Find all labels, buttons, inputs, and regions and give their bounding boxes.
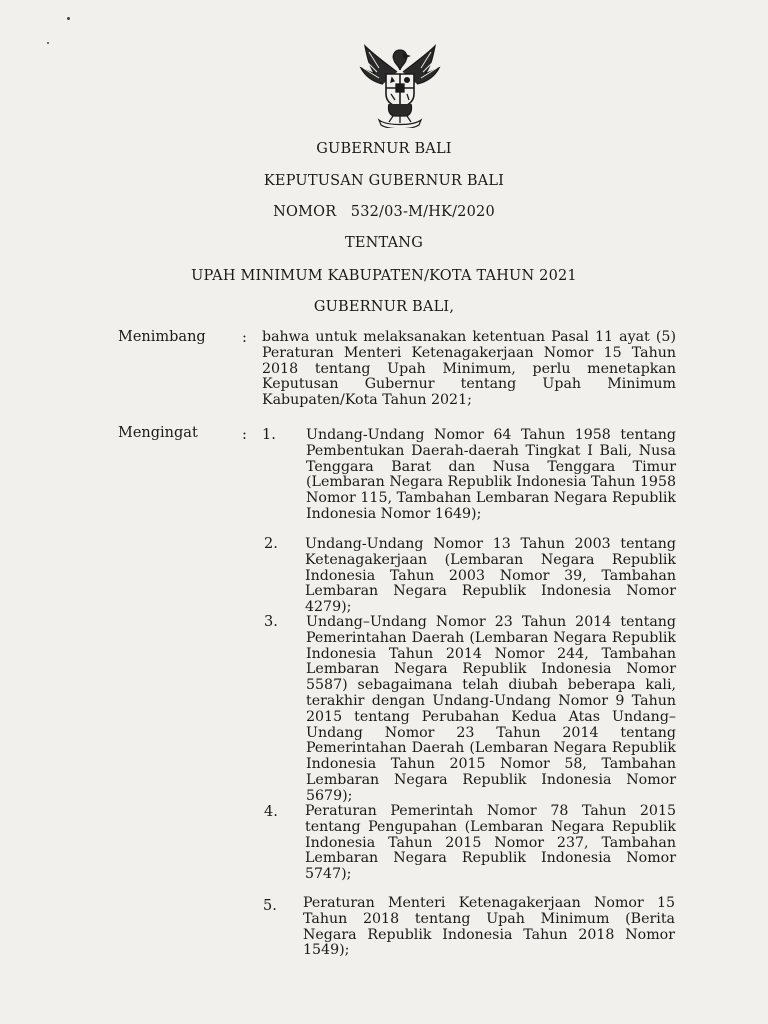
- menimbang-label: Menimbang: [118, 329, 206, 345]
- consideration-number: 5.: [263, 898, 277, 914]
- consideration-number: 1.: [262, 427, 276, 443]
- document-type: KEPUTUSAN GUBERNUR BALI: [263, 173, 505, 189]
- document-number: NOMOR 532/03-M/HK/2020: [273, 204, 495, 220]
- institution-title: GUBERNUR BALI: [316, 141, 452, 157]
- scan-speck: [67, 17, 70, 20]
- issuer-heading: GUBERNUR BALI,: [313, 299, 455, 315]
- menimbang-text: bahwa untuk melaksanakan ketentuan Pasal 11 ayat (5) Peraturan Menteri Ketenagakerjaan Nomor 15 Tahun 2018 tentang Upah Minimum, perlu menetapkan Keputusan Gubernur tentang Upah Minimum Kabupaten/Kota Tahun 2021;: [262, 329, 676, 409]
- consideration-text: Peraturan Menteri Ketenagakerjaan Nomor 15 Tahun 2018 tentang Upah Minimum (Berita Negara Republik Indonesia Tahun 2018 Nomor 1549);: [303, 895, 675, 959]
- consideration-number: 3.: [264, 614, 278, 630]
- consideration-text: Peraturan Pemerintah Nomor 78 Tahun 2015 tentang Pengupahan (Lembaran Negara Republik Indonesia Tahun 2015 Nomor 237, Tambahan Lembaran Negara Republik Indonesia Nomor 5747);: [305, 803, 676, 883]
- menimbang-colon: :: [242, 330, 247, 346]
- mengingat-label: Mengingat: [118, 425, 198, 441]
- consideration-text: Undang-Undang Nomor 64 Tahun 1958 tentang Pembentukan Daerah-daerah Tingkat I Bali, Nusa Tenggara Barat dan Nusa Tenggara Timur (Lembaran Negara Republik Indonesia Tahun 1958 Nomor 115, Tambahan Lembaran Negara Republik Indonesia Nomor 1649);: [306, 427, 676, 522]
- mengingat-colon: :: [242, 427, 247, 443]
- consideration-text: Undang–Undang Nomor 23 Tahun 2014 tentang Pemerintahan Daerah (Lembaran Negara Republik Indonesia Tahun 2014 Nomor 244, Tambahan Lembaran Negara Republik Indonesia Nomor 5587) sebagaimana telah diubah beberapa kali, terakhir dengan Undang-Undang Nomor 9 Tahun 2015 tentang Perubahan Kedua Atas Undang–Undang Nomor 23 Tahun 2014 tentang Pemerintahan Daerah (Lembaran Negara Republik Indonesia Tahun 2015 Nomor 58, Tambahan Lembaran Negara Republik Indonesia Nomor 5679);: [306, 614, 676, 804]
- consideration-number: 4.: [264, 804, 278, 820]
- about-heading: TENTANG: [345, 235, 423, 251]
- scan-speck: [47, 42, 49, 44]
- garuda-emblem-icon: [357, 42, 443, 128]
- decision-subject: UPAH MINIMUM KABUPATEN/KOTA TAHUN 2021: [191, 268, 577, 284]
- consideration-text: Undang-Undang Nomor 13 Tahun 2003 tentang Ketenagakerjaan (Lembaran Negara Republik Indonesia Tahun 2003 Nomor 39, Tambahan Lembaran Negara Republik Indonesia Nomor 4279);: [305, 536, 676, 616]
- consideration-number: 2.: [264, 536, 278, 552]
